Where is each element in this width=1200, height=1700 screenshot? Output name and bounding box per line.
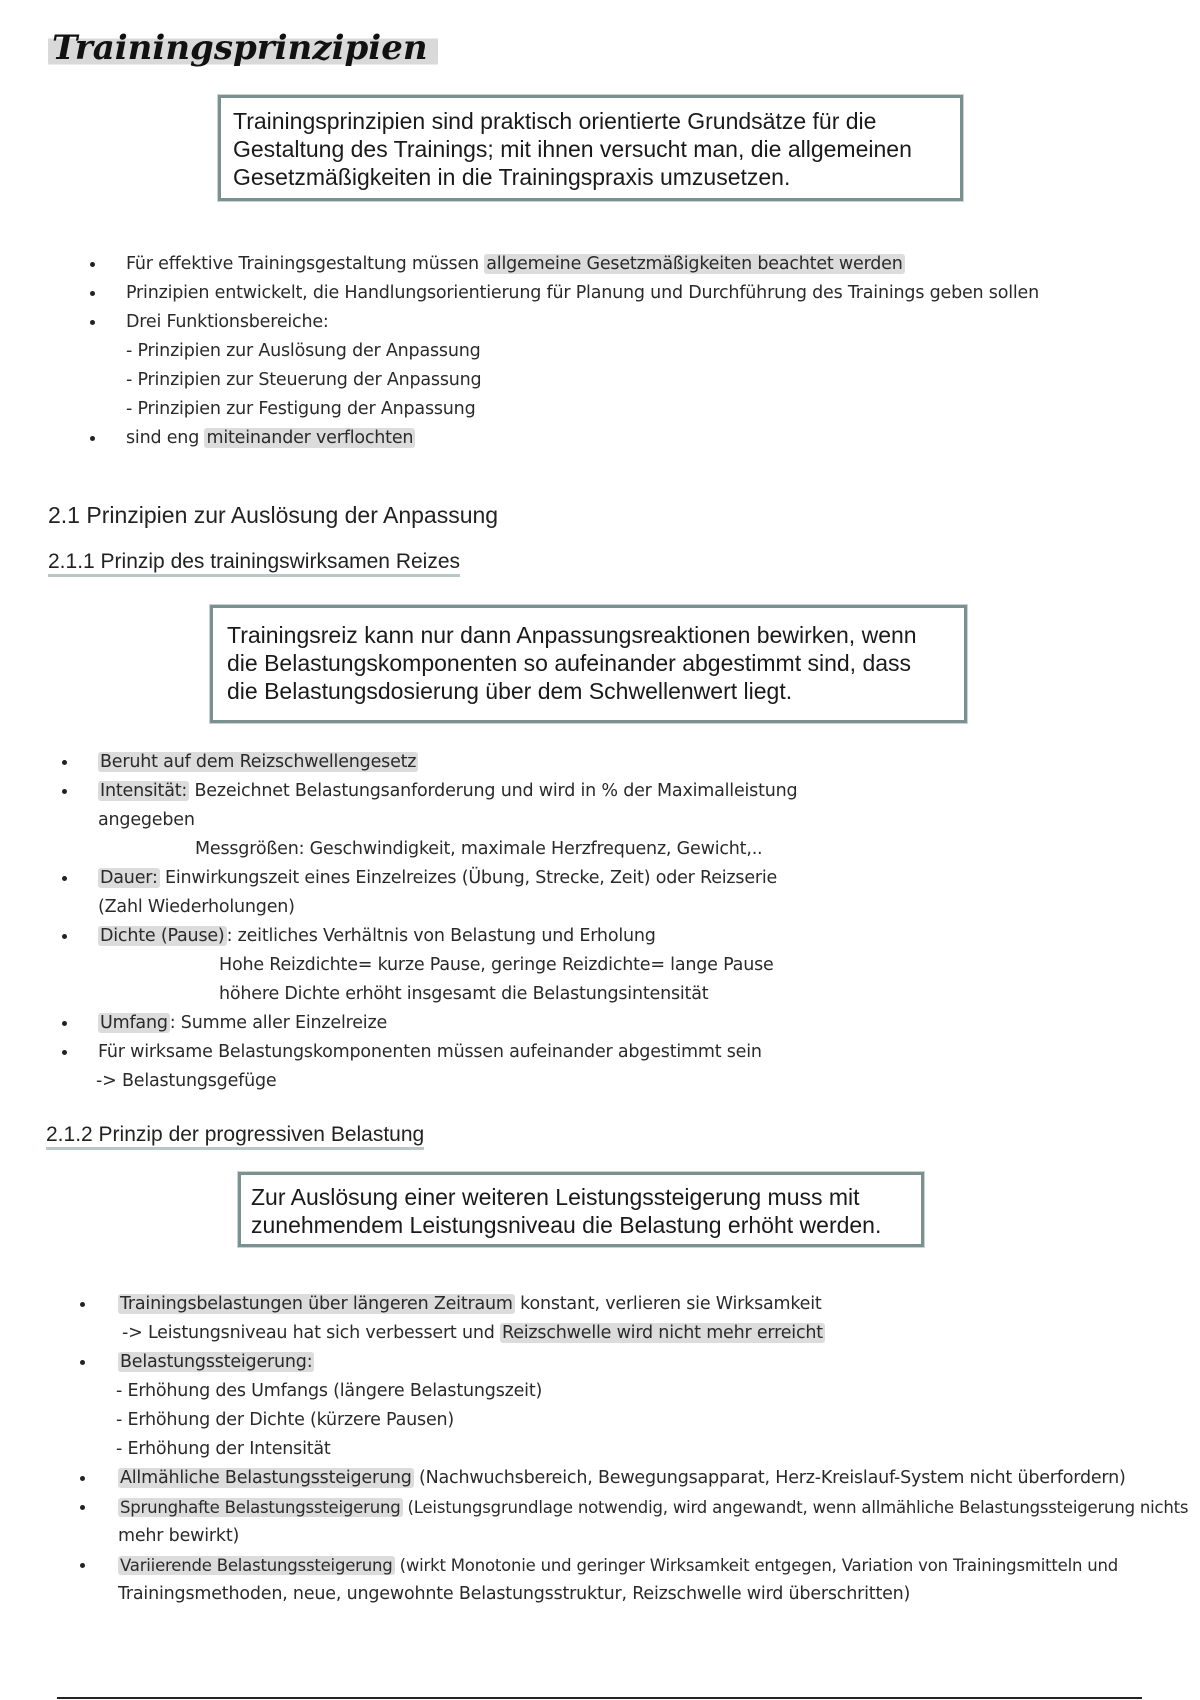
bullet-icon bbox=[62, 1050, 67, 1055]
list-text: Für wirksame Belastungskomponenten müssen aufeinander abgestimmt sein bbox=[98, 1042, 762, 1062]
list-item bbox=[90, 424, 1090, 453]
list-text-cont: Hohe Reizdichte= kurze Pause, geringe Reizdichte= lange Pause bbox=[219, 955, 774, 975]
highlight-text: allgemeine Gesetzmäßigkeiten beachtet werden bbox=[486, 254, 903, 274]
bullet-icon bbox=[80, 1505, 85, 1510]
bullet-icon bbox=[90, 320, 95, 325]
list-text: (Nachwuchsbereich, Bewegungsapparat, Herz-Kreislauf-System nicht überfordern) bbox=[413, 1468, 1126, 1488]
definition-line: Trainingsreiz kann nur dann Anpassungsreaktionen bewirken, wenn bbox=[227, 622, 917, 648]
list-item bbox=[62, 922, 782, 951]
list-item bbox=[62, 1009, 782, 1038]
sub-item: - Prinzipien zur Auslösung der Anpassung bbox=[126, 341, 481, 361]
bullet-icon bbox=[90, 436, 95, 441]
list-text: Prinzipien entwickelt, die Handlungsorientierung für Planung und Durchführung des Trainings geben sollen bbox=[126, 283, 1040, 303]
definition-line: Zur Auslösung einer weiteren Leistungssteigerung muss mit bbox=[251, 1184, 860, 1210]
sub-item: - Prinzipien zur Steuerung der Anpassung bbox=[126, 370, 482, 390]
reiz-list bbox=[62, 748, 798, 1096]
list-item bbox=[80, 1551, 1190, 1580]
subsection-heading: 2.1.2 Prinzip der progressiven Belastung bbox=[46, 1123, 424, 1150]
page-title: Trainingsprinzipien bbox=[48, 26, 438, 70]
list-text: Einwirkungszeit eines Einzelreizes (Übung, Strecke, Zeit) oder Reizserie bbox=[159, 868, 778, 888]
bullet-icon bbox=[80, 1476, 85, 1481]
list-text-cont: mehr bewirkt) bbox=[118, 1526, 240, 1546]
list-item bbox=[90, 279, 1090, 308]
section-heading: 2.1 Prinzipien zur Auslösung der Anpassung bbox=[48, 502, 499, 528]
definition-line: die Belastungsdosierung über dem Schwellenwert liegt. bbox=[227, 678, 793, 704]
bullet-icon bbox=[62, 789, 67, 794]
highlight-text: Allmähliche Belastungssteigerung bbox=[120, 1468, 412, 1488]
list-text: Für effektive Trainingsgestaltung müssen bbox=[126, 254, 485, 274]
list-text-cont: Messgrößen: Geschwindigkeit, maximale Herzfrequenz, Gewicht,.. bbox=[195, 839, 763, 859]
list-text: Bezeichnet Belastungsanforderung und wird in % der Maximalleistung bbox=[189, 781, 798, 801]
definition-box bbox=[238, 1172, 924, 1247]
list-item bbox=[80, 1348, 1190, 1377]
definition-line: Gestaltung des Trainings; mit ihnen versucht man, die allgemeinen bbox=[233, 136, 912, 162]
list-text: : zeitliches Verhältnis von Belastung und Erholung bbox=[226, 926, 656, 946]
definition-box bbox=[210, 605, 967, 723]
definition-line: zunehmendem Leistungsniveau die Belastung erhöht werden. bbox=[251, 1212, 882, 1238]
list-text-cont bbox=[80, 1319, 1190, 1348]
intro-list bbox=[90, 250, 1090, 453]
list-text: sind eng bbox=[126, 428, 205, 448]
sub-item: - Erhöhung der Dichte (kürzere Pausen) bbox=[116, 1410, 455, 1430]
highlight-text: Trainingsbelastungen über längeren Zeitraum bbox=[120, 1294, 513, 1314]
list-item bbox=[80, 1290, 1190, 1319]
highlight-text: Sprunghafte Belastungssteigerung bbox=[120, 1498, 401, 1517]
highlight-text: Umfang bbox=[100, 1013, 168, 1033]
list-item bbox=[62, 1038, 782, 1067]
list-item bbox=[62, 864, 782, 893]
highlight-text: Reizschwelle wird nicht mehr erreicht bbox=[502, 1323, 823, 1343]
list-text-cont: -> Belastungsgefüge bbox=[96, 1071, 277, 1091]
highlight-text: Intensität: bbox=[100, 781, 188, 801]
sub-item: - Prinzipien zur Festigung der Anpassung bbox=[126, 399, 476, 419]
bullet-icon bbox=[62, 1021, 67, 1026]
definition-box bbox=[218, 95, 963, 201]
definition-line: Gesetzmäßigkeiten in die Trainingspraxis umzusetzen. bbox=[233, 164, 791, 190]
list-text-cont: höhere Dichte erhöht insgesamt die Belastungsintensität bbox=[219, 984, 709, 1004]
list-item bbox=[80, 1464, 1190, 1493]
definition-line: die Belastungskomponenten so aufeinander abgestimmt sind, dass bbox=[227, 650, 912, 676]
highlight-text: Variierende Belastungssteigerung bbox=[120, 1556, 393, 1575]
highlight-text: miteinander verflochten bbox=[206, 428, 414, 448]
definition-line: Trainingsprinzipien sind praktisch orientierte Grundsätze für die bbox=[233, 108, 877, 134]
list-item bbox=[62, 777, 798, 806]
progressive-list bbox=[80, 1290, 1190, 1609]
bullet-icon bbox=[62, 876, 67, 881]
bullet-icon bbox=[80, 1360, 85, 1365]
list-item bbox=[90, 250, 1090, 279]
sub-item: - Erhöhung des Umfangs (längere Belastungszeit) bbox=[116, 1381, 543, 1401]
list-text-cont: angegeben bbox=[98, 810, 195, 830]
list-item bbox=[80, 1493, 1190, 1522]
list-text: (Leistungsgrundlage notwendig, wird angewandt, wenn allmähliche Belastungssteigerung nichts bbox=[402, 1498, 1189, 1517]
list-text: : Summe aller Einzelreize bbox=[169, 1013, 388, 1033]
sub-item: - Erhöhung der Intensität bbox=[116, 1439, 331, 1459]
list-text: -> Leistungsniveau hat sich verbessert und bbox=[122, 1323, 501, 1343]
bottom-divider bbox=[57, 1697, 1142, 1699]
highlight-text: Dichte (Pause) bbox=[100, 926, 225, 946]
highlight-text: Belastungssteigerung: bbox=[120, 1352, 313, 1372]
list-text-cont: Trainingsmethoden, neue, ungewohnte Belastungsstruktur, Reizschwelle wird überschritten) bbox=[118, 1584, 911, 1604]
list-item bbox=[90, 308, 1090, 337]
list-item bbox=[62, 748, 782, 777]
bullet-icon bbox=[90, 262, 95, 267]
bullet-icon bbox=[80, 1302, 85, 1307]
list-text: konstant, verlieren sie Wirksamkeit bbox=[514, 1294, 822, 1314]
highlight-text: Beruht auf dem Reizschwellengesetz bbox=[100, 752, 417, 772]
bullet-icon bbox=[90, 291, 95, 296]
bullet-icon bbox=[62, 934, 67, 939]
list-text: Drei Funktionsbereiche: bbox=[126, 312, 329, 332]
bullet-icon bbox=[80, 1563, 85, 1568]
list-text-cont: (Zahl Wiederholungen) bbox=[98, 897, 295, 917]
subsection-heading: 2.1.1 Prinzip des trainingswirksamen Reizes bbox=[48, 550, 460, 577]
list-text: (wirkt Monotonie und geringer Wirksamkeit entgegen, Variation von Trainingsmitteln und bbox=[394, 1556, 1119, 1575]
bullet-icon bbox=[62, 760, 67, 765]
highlight-text: Dauer: bbox=[100, 868, 158, 888]
